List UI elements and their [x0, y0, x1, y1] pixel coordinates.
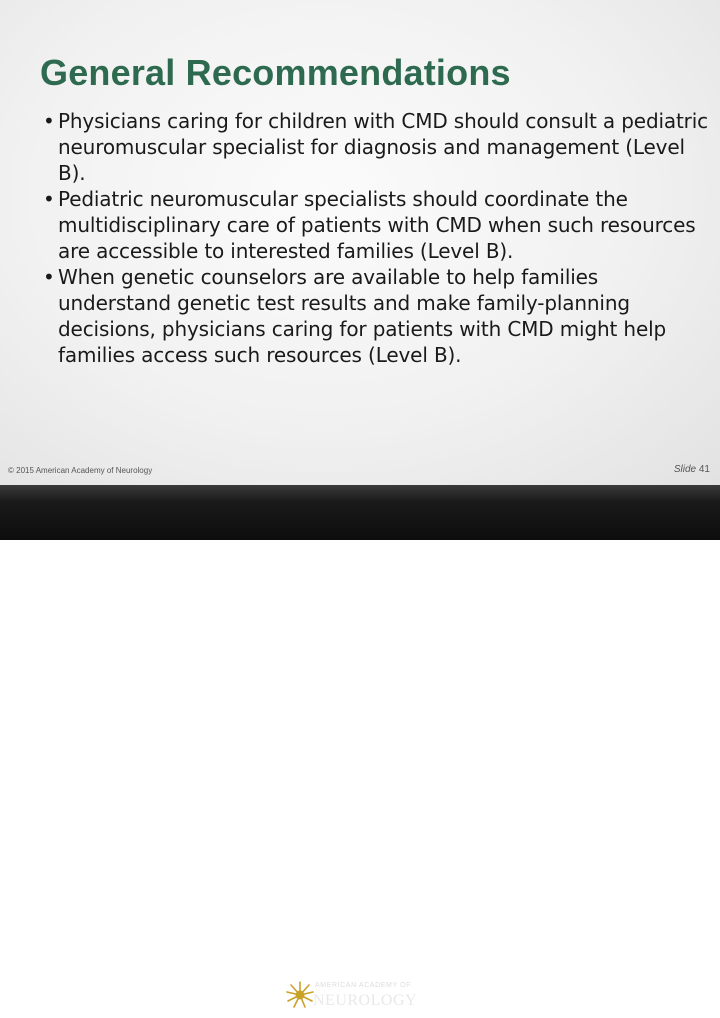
slide-title: General Recommendations: [40, 52, 511, 93]
slide-number: [674, 464, 710, 475]
copyright-text: © 2015 American Academy of Neurology: [8, 466, 153, 475]
footer-bar: [0, 485, 720, 1009]
bullet-item: [40, 108, 708, 186]
bullet-text: Pediatric neuromuscular specialists should coordinate the multidisciplinary care of patients with CMD when such resources are accessible to interested families (Level B).: [58, 187, 696, 263]
logo-top-text: AMERICAN ACADEMY OF: [315, 982, 412, 989]
sunburst-icon: [285, 980, 315, 1010]
slide-number-value: 41: [698, 464, 710, 475]
bullet-dot-icon: •: [43, 109, 55, 133]
bullet-item: [40, 186, 708, 264]
bullet-list: [40, 108, 708, 368]
logo-main-text: NEUROLOGY: [313, 992, 418, 1009]
bullet-text: When genetic counselors are available to help families understand genetic test results and make family-planning decisions, physicians caring for patients with CMD might help families access such resources (Level B).: [58, 265, 667, 367]
slide-body: [0, 0, 720, 485]
bullet-dot-icon: •: [43, 187, 55, 211]
slide-label: Slide: [673, 464, 697, 475]
aan-logo: [285, 978, 425, 1018]
bullet-dot-icon: •: [43, 265, 55, 289]
bullet-item: [40, 264, 708, 368]
bullet-text: Physicians caring for children with CMD should consult a pediatric neuromuscular specialist for diagnosis and management (Level B).: [58, 109, 709, 185]
